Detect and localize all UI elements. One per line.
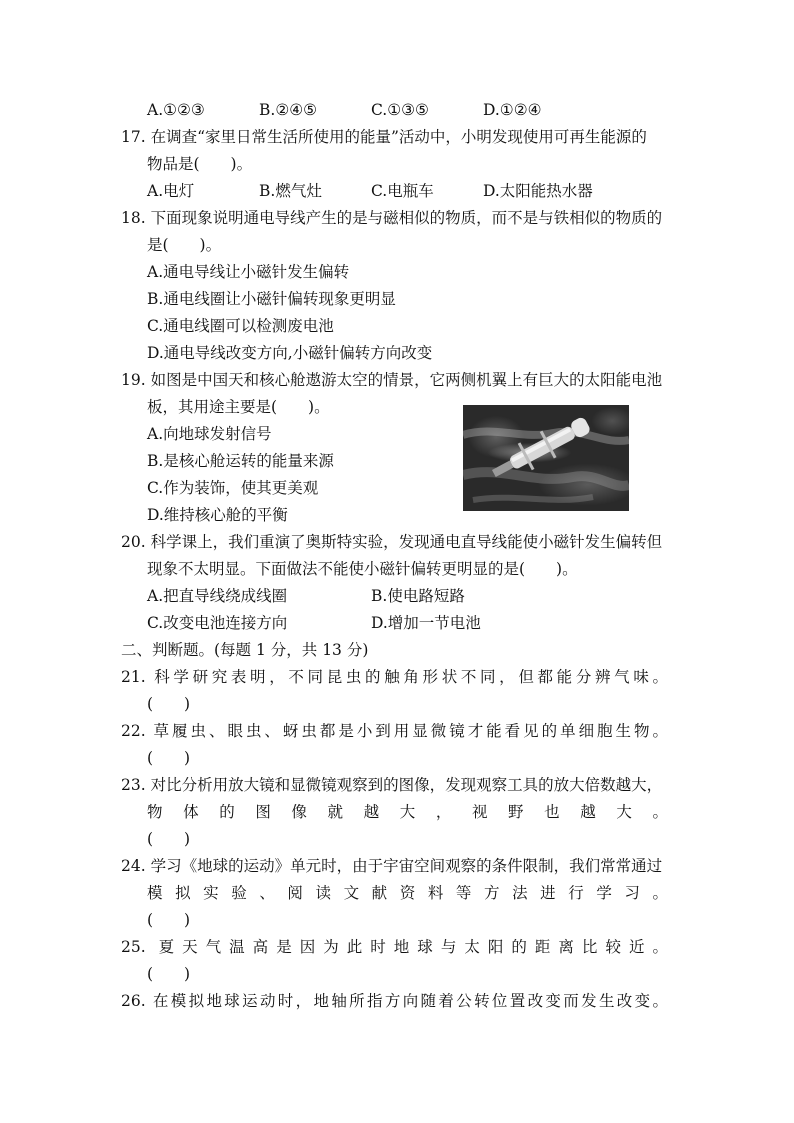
q23-answer-blank: ( ) bbox=[147, 830, 191, 848]
q25-answer-blank: ( ) bbox=[147, 965, 191, 983]
q16-option-c: C.①③⑤ bbox=[371, 101, 429, 119]
q17-option-d: D.太阳能热水器 bbox=[483, 182, 593, 200]
q19-option-a: A.向地球发射信号 bbox=[147, 425, 272, 443]
q20-option-d: D.增加一节电池 bbox=[371, 614, 481, 632]
q18-stem-line2: 是( )。 bbox=[147, 236, 222, 254]
q17-stem-line2: 物品是( )。 bbox=[147, 155, 253, 173]
q22-answer-blank: ( ) bbox=[147, 749, 191, 767]
q22-statement: 22. 草履虫、眼虫、蚜虫都是小到用显微镜才能看见的单细胞生物。 bbox=[121, 722, 668, 740]
q23-statement-line1: 23. 对比分析用放大镜和显微镜观察到的图像，发现观察工具的放大倍数越大， bbox=[121, 776, 663, 794]
q20-option-b: B.使电路短路 bbox=[371, 587, 465, 605]
q19-option-b: B.是核心舱运转的能量来源 bbox=[147, 452, 334, 470]
q19-stem-line2: 板，其用途主要是( )。 bbox=[147, 398, 330, 416]
q18-option-d: D.通电导线改变方向,小磁针偏转方向改变 bbox=[147, 344, 433, 362]
q16-option-d: D.①②④ bbox=[483, 101, 542, 119]
section-2-heading: 二、判断题。(每题 1 分，共 13 分) bbox=[121, 641, 369, 659]
space-station-photo bbox=[463, 405, 629, 511]
q18-stem-line1: 18. 下面现象说明通电导线产生的是与磁相似的物质，而不是与铁相似的物质的 bbox=[121, 209, 663, 227]
q24-answer-blank: ( ) bbox=[147, 911, 191, 929]
q24-statement-line1: 24. 学习《地球的运动》单元时，由于宇宙空间观察的条件限制，我们常常通过 bbox=[121, 857, 663, 875]
q23-statement-line2: 物体的图像就越大，视野也越大。 bbox=[147, 803, 668, 821]
q17-stem-line1: 17. 在调查“家里日常生活所使用的能量”活动中，小明发现使用可再生能源的 bbox=[121, 128, 647, 146]
q21-statement: 21. 科学研究表明，不同昆虫的触角形状不同，但都能分辨气味。 bbox=[121, 668, 668, 686]
q18-option-c: C.通电线圈可以检测废电池 bbox=[147, 317, 334, 335]
q17-option-c: C.电瓶车 bbox=[371, 182, 434, 200]
q26-statement: 26. 在模拟地球运动时，地轴所指方向随着公转位置改变而发生改变。 bbox=[121, 992, 668, 1010]
q18-option-b: B.通电线圈让小磁针偏转现象更明显 bbox=[147, 290, 396, 308]
q20-option-c: C.改变电池连接方向 bbox=[147, 614, 288, 632]
q16-option-b: B.②④⑤ bbox=[259, 101, 318, 119]
q20-option-a: A.把直导线绕成线圈 bbox=[147, 587, 288, 605]
q17-option-a: A.电灯 bbox=[147, 182, 195, 200]
q19-option-c: C.作为装饰，使其更美观 bbox=[147, 479, 319, 497]
q21-answer-blank: ( ) bbox=[147, 695, 191, 713]
q19-option-d: D.维持核心舱的平衡 bbox=[147, 506, 288, 524]
q25-statement: 25. 夏天气温高是因为此时地球与太阳的距离比较近。 bbox=[121, 938, 668, 956]
q20-stem-line1: 20. 科学课上，我们重演了奥斯特实验，发现通电直导线能使小磁针发生偏转但 bbox=[121, 533, 663, 551]
q24-statement-line2: 模拟实验、阅读文献资料等方法进行学习。 bbox=[147, 884, 668, 902]
q19-stem-line1: 19. 如图是中国天和核心舱遨游太空的情景，它两侧机翼上有巨大的太阳能电池 bbox=[121, 371, 663, 389]
q20-stem-line2: 现象不太明显。下面做法不能使小磁针偏转更明显的是( )。 bbox=[147, 560, 578, 578]
q16-option-a: A.①②③ bbox=[147, 101, 205, 119]
tianhe-core-module-illustration bbox=[463, 405, 629, 511]
q18-option-a: A.通电导线让小磁针发生偏转 bbox=[147, 263, 350, 281]
q17-option-b: B.燃气灶 bbox=[259, 182, 322, 200]
